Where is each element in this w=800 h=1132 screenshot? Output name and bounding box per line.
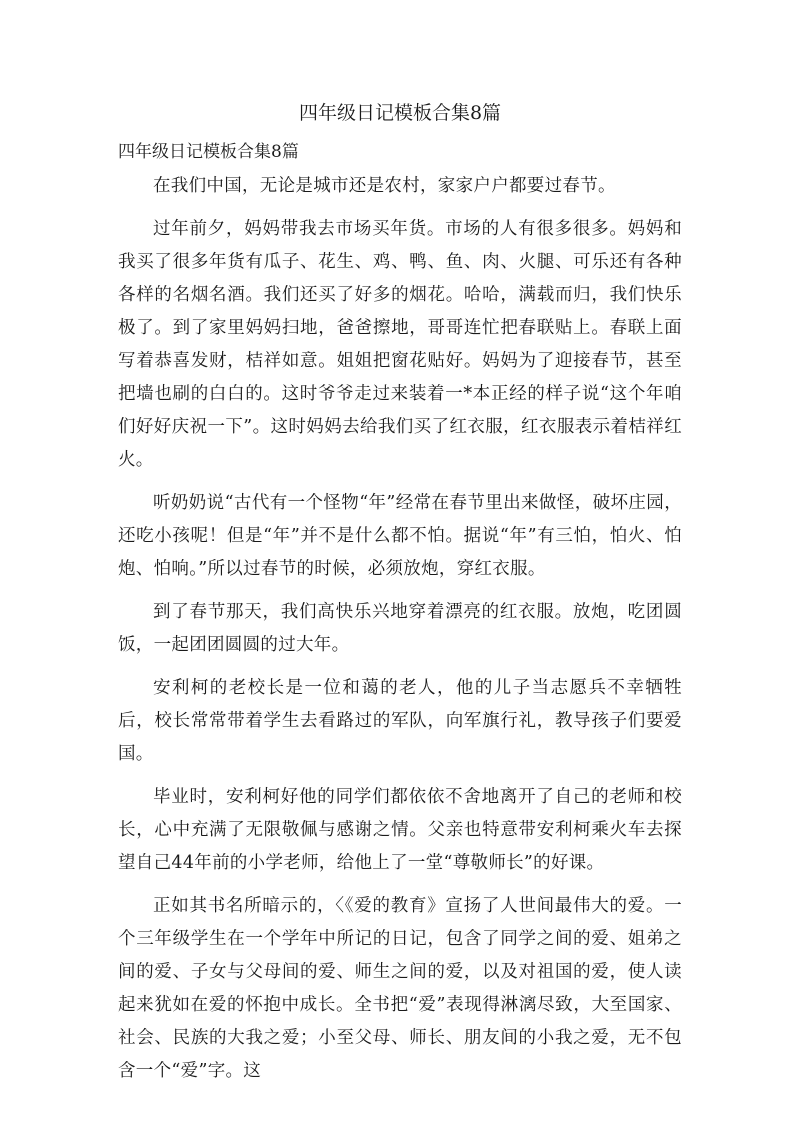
paragraph-6: 毕业时，安利柯好他的同学们都依依不舍地离开了自己的老师和校长，心中充满了无限敬佩与感谢之情。父亲也特意带安利柯乘火车去探望自己44年前的小学老师，给他上了一堂“尊敬师长”的好课。: [118, 787, 682, 873]
paragraph-7: 正如其书名所暗示的，〈《爱的教育》宣扬了人世间最伟大的爱。一个三年级学生在一个学年中所记的日记，包含了同学之间的爱、姐弟之间的爱、子女与父母间的爱、师生之间的爱，以及对祖国的爱，使人读起来犹如在爱的怀抱中成长。全书把“爱”表现得淋漓尽致，大至国家、社会、民族的大我之爱；小至父母、师长、朋友间的小我之爱，无不包含一个“爱”字。这: [118, 896, 682, 1081]
paragraph-4: 到了春节那天，我们高快乐兴地穿着漂亮的红衣服。放炮，吃团圆饭，一起团团圆圆的过大年。: [118, 602, 682, 655]
document-body: [118, 170, 682, 1098]
paragraph-3: 听奶奶说“古代有一个怪物“年”经常在春节里出来做怪，破坏庄园，还吃小孩呢！但是“年”并不是什么都不怕。据说“年”有三怕，怕火、怕炮、怕响。”所以过春节的时候，必须放炮，穿红衣服。: [118, 493, 682, 579]
paragraph-5: 安利柯的老校长是一位和蔼的老人，他的儿子当志愿兵不幸牺牲后，校长常常带着学生去看路过的军队，向军旗行礼，教导孩子们要爱国。: [118, 678, 682, 764]
paragraph-2: 过年前夕，妈妈带我去市场买年货。市场的人有很多很多。妈妈和我买了很多年货有瓜子、花生、鸡、鸭、鱼、肉、火腿、可乐还有各种各样的名烟名酒。我们还买了好多的烟花。哈哈，满载而归，我们快乐极了。到了家里妈妈扫地，爸爸擦地，哥哥连忙把春联贴上。春联上面写着恭喜发财，桔祥如意。姐姐把窗花贴好。妈妈为了迎接春节，甚至把墙也刷的白白的。这时爷爷走过来装着一*本正经的样子说“这个年咱们好好庆祝一下”。这时妈妈去给我们买了红衣服，红衣服表示着桔祥红火。: [118, 219, 682, 470]
document-subtitle: 四年级日记模板合集8篇: [118, 142, 299, 162]
paragraph-1: 在我们中国，无论是城市还是农村，家家户户都要过春节。: [153, 176, 616, 196]
document-title: 四年级日记模板合集8篇: [298, 102, 502, 124]
